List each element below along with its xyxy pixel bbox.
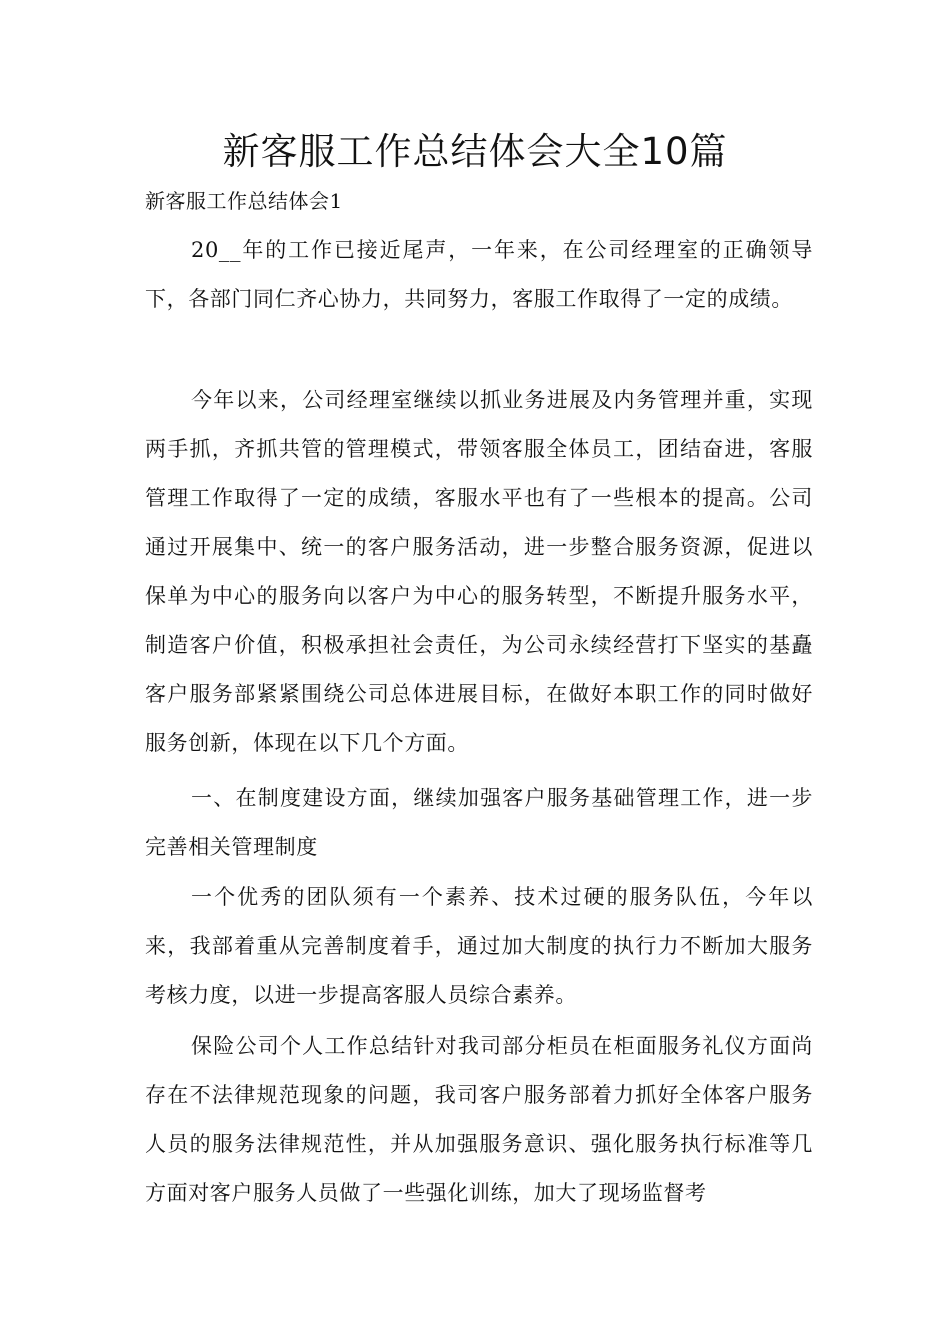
document-title: 新客服工作总结体会大全10篇 bbox=[222, 130, 728, 173]
paragraph: 保险公司个人工作总结针对我司部分柜员在柜面服务礼仪方面尚存在不法律规范现象的问题，我司客户服务部着力抓好全体客户服务人员的服务法律规范性，并从加强服务意识、强化服务执行标准等几方面对客户服务人员做了一些强化训练，加大了现场监督考 bbox=[145, 1034, 813, 1205]
paragraph: 20__年的工作已接近尾声，一年来，在公司经理室的正确领导下，各部门同仁齐心协力，共同努力，客服工作取得了一定的成绩。 bbox=[145, 238, 813, 311]
paragraph: 今年以来，公司经理室继续以抓业务进展及内务管理并重，实现两手抓，齐抓共管的管理模式，带领客服全体员工，团结奋进，客服管理工作取得了一定的成绩，客服水平也有了一些根本的提高。公司通过开展集中、统一的客户服务活动，进一步整合服务资源，促进以保单为中心的服务向以客户为中心的服务转型，不断提升服务水平，制造客户价值，积极承担社会责任，为公司永续经营打下坚实的基矗客户服务部紧紧围绕公司总体进展目标，在做好本职工作的同时做好服务创新，体现在以下几个方面。 bbox=[145, 388, 813, 755]
paragraph: 一、在制度建设方面，继续加强客户服务基础管理工作，进一步完善相关管理制度 bbox=[145, 786, 813, 859]
section-heading: 新客服工作总结体会1 bbox=[145, 189, 343, 213]
paragraph: 一个优秀的团队须有一个素养、技术过硬的服务队伍，今年以来，我部着重从完善制度着手，通过加大制度的执行力不断加大服务考核力度，以进一步提高客服人员综合素养。 bbox=[145, 885, 813, 1007]
